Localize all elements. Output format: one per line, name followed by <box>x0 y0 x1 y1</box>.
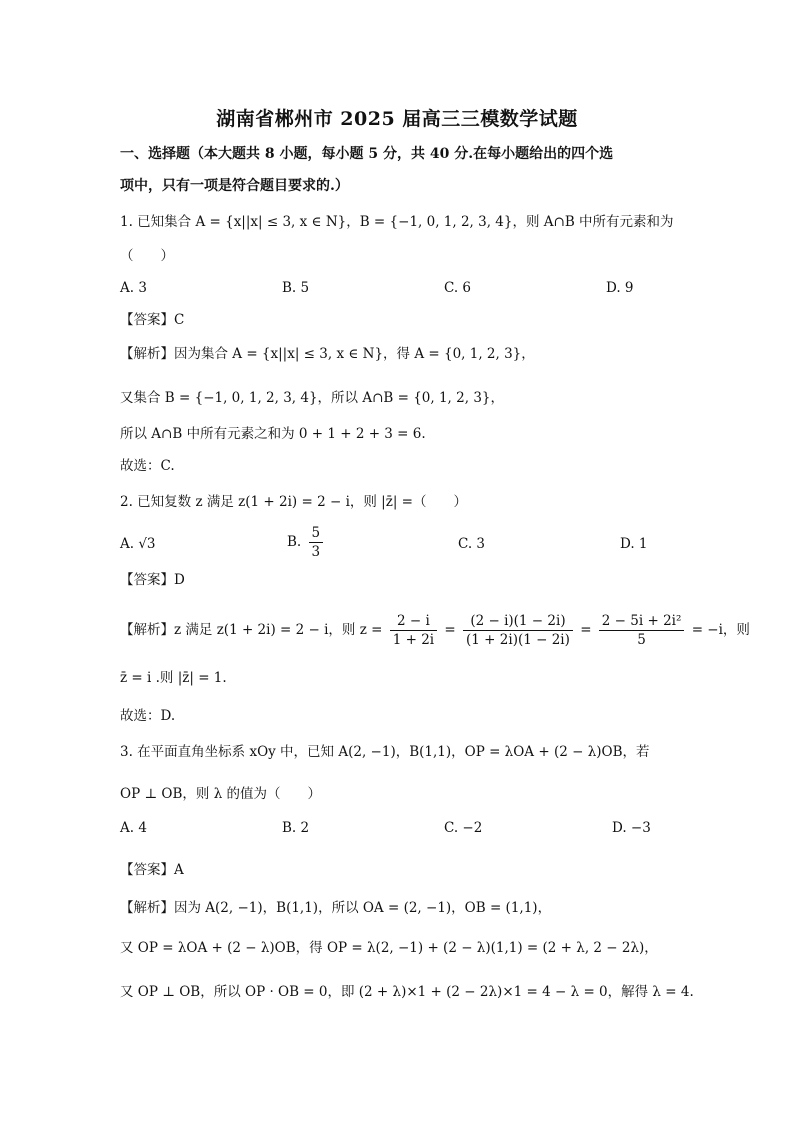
q3-option-c: C. −2 <box>444 820 483 836</box>
q2-answer: 【答案】D <box>120 572 185 588</box>
q3-solution-line1: 【解析】因为 A(2, −1)，B(1,1)，所以 OA = (2, −1)，OB = (1,1)， <box>120 900 552 916</box>
q2-fraction-1-numerator: 2 − i <box>390 612 437 631</box>
q2-option-a: A. √3 <box>120 536 156 552</box>
q2-fraction-1 <box>390 612 437 649</box>
q1-solution-line1: 【解析】因为集合 A = {x||x| ≤ 3, x ∈ N}，得 A = {0, 1, 2, 3}， <box>120 346 535 362</box>
page-title: 湖南省郴州市 2025 届高三三模数学试题 <box>216 108 578 130</box>
q1-solution-line2: 又集合 B = {−1, 0, 1, 2, 3, 4}，所以 A∩B = {0, 1, 2, 3}， <box>120 390 504 406</box>
q2-solution-prefix: 【解析】z 满足 z(1 + 2i) = 2 − i，则 z = <box>120 622 383 638</box>
q1-answer: 【答案】C <box>120 312 185 328</box>
q1-conclusion: 故选：C. <box>120 458 175 474</box>
q1-option-c: C. 6 <box>444 280 472 296</box>
q2-conclusion: 故选：D. <box>120 708 176 724</box>
q1-solution-line3: 所以 A∩B 中所有元素之和为 0 + 1 + 2 + 3 = 6. <box>120 426 426 442</box>
section-heading-line1: 一、选择题（本大题共 8 小题，每小题 5 分，共 40 分.在每小题给出的四个选 <box>120 146 614 162</box>
q2-solution-line1: 【解析】z 满足 z(1 + 2i) = 2 − i，则 z = $\frac{2 - i}{1 + 2i}$ = $\frac{(2 - i)(1 - 2i)}{(1 + 2i)(1 - 2i)}$ = $\frac{\text{2 − 5i + 2i²}}{5}$ = −i，则 <box>120 613 750 648</box>
q1-paren: （ ） <box>120 248 174 264</box>
q2-fraction-1-denominator: 1 + 2i <box>392 632 435 648</box>
q2-fraction-3-denominator: 5 <box>637 632 646 648</box>
q2-fraction-3-numerator: 2 − 5i + 2i² <box>599 612 685 631</box>
q3-option-d: D. −3 <box>612 820 651 836</box>
q2-option-b-numerator: 5 <box>309 524 324 543</box>
section-heading-line2: 项中，只有一项是符合题目要求的.） <box>120 178 349 194</box>
q2-option-b-label: B. <box>287 534 302 550</box>
q2-solution-suffix: = −i，则 <box>691 622 750 638</box>
q2-option-d: D. 1 <box>620 536 648 552</box>
q1-option-a: A. 3 <box>120 280 147 296</box>
q2-stem: 2. 已知复数 z 满足 z(1 + 2i) = 2 − i，则 |z̄| =（ ） <box>120 494 467 510</box>
q1-stem: 1. 已知集合 A = {x||x| ≤ 3, x ∈ N}，B = {−1, 0, 1, 2, 3, 4}，则 A∩B 中所有元素和为 <box>120 214 674 230</box>
q1-option-b: B. 5 <box>282 280 310 296</box>
q2-option-b-fraction <box>309 524 324 561</box>
q3-solution-line3: 又 OP ⊥ OB，所以 OP · OB = 0，即 (2 + λ)×1 + (2 − 2λ)×1 = 4 − λ = 0，解得 λ = 4. <box>120 984 694 1000</box>
q2-option-b-denominator: 3 <box>311 544 321 560</box>
q3-solution-line2: 又 OP = λOA + (2 − λ)OB，得 OP = λ(2, −1) + (2 − λ)(1,1) = (2 + λ, 2 − 2λ)， <box>120 940 658 956</box>
q2-solution-line2: z̄ = i .则 |z̄| = 1. <box>120 670 227 686</box>
q2-fraction-2 <box>463 612 573 649</box>
q2-option-c: C. 3 <box>458 536 486 552</box>
q2-option-b <box>287 524 326 561</box>
q2-fraction-3 <box>599 612 685 649</box>
q3-option-a: A. 4 <box>120 820 147 836</box>
q3-stem-line2: OP ⊥ OB，则 λ 的值为（ ） <box>120 786 322 802</box>
q3-answer: 【答案】A <box>120 862 184 878</box>
q1-option-d: D. 9 <box>606 280 634 296</box>
q3-stem-line1: 3. 在平面直角坐标系 xOy 中，已知 A(2, −1)，B(1,1)，OP = λOA + (2 − λ)OB，若 <box>120 744 650 760</box>
q3-option-b: B. 2 <box>282 820 310 836</box>
q2-fraction-2-numerator: (2 − i)(1 − 2i) <box>463 612 573 631</box>
q2-fraction-2-denominator: (1 + 2i)(1 − 2i) <box>466 632 570 648</box>
